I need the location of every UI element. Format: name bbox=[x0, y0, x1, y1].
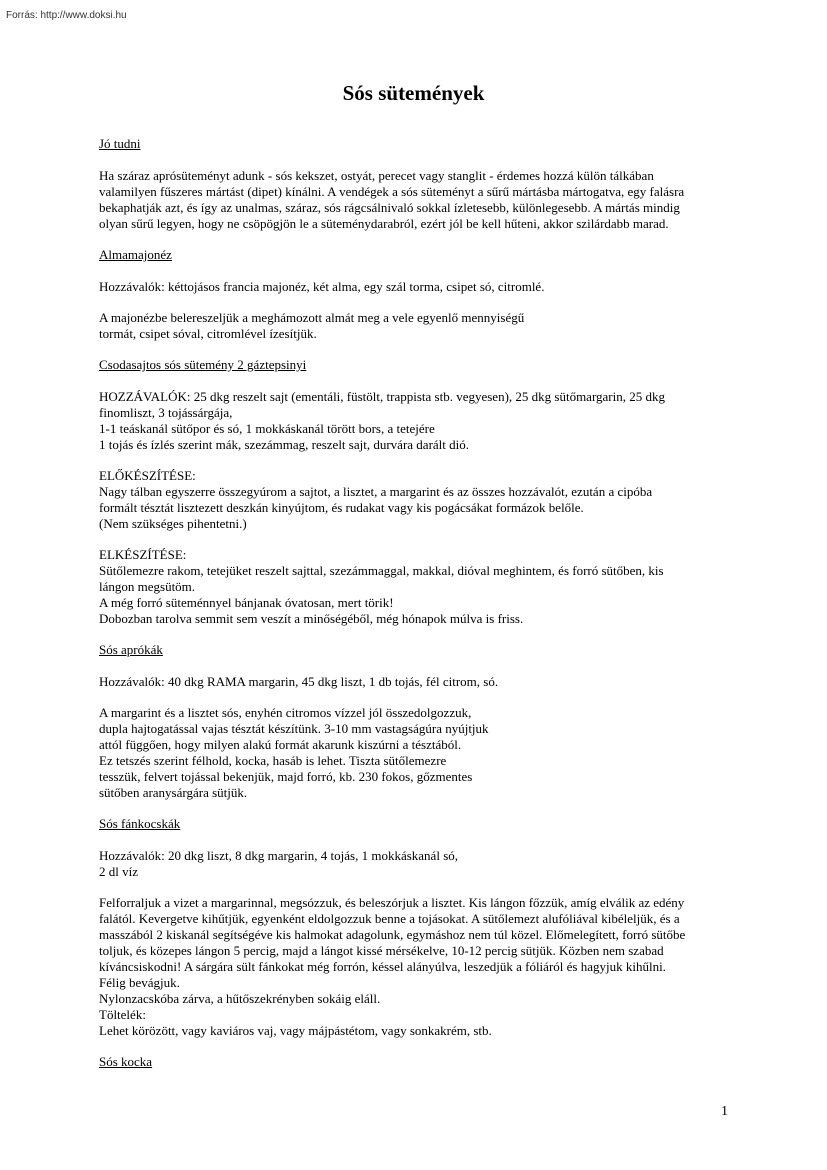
text-line: A majonézbe belereszeljük a meghámozott almát meg a vele egyenlő mennyiségű bbox=[99, 310, 525, 325]
text-line: tormát, csipet sóval, citromlével ízesítjük. bbox=[99, 326, 317, 341]
text-line: Dobozban tarolva semmit sem veszít a minőségéből, még hónapok múlva is friss. bbox=[99, 611, 524, 626]
source-note: Forrás: http://www.doksi.hu bbox=[6, 10, 127, 21]
text-line: HOZZÁVALÓK: 25 dkg reszelt sajt (ementáli, füstölt, trappista stb. vegyesen), 25 dkg sütőmargarin, 25 dkg bbox=[99, 389, 666, 404]
text-line: Félig bevágjuk. bbox=[99, 975, 180, 990]
method-almamajonez bbox=[99, 310, 739, 342]
text-line: 2 dl víz bbox=[99, 864, 138, 879]
text-line: toljuk, és közepes lángon 5 percig, majd a lángot kissé mérsékelve, 10-12 percig sütjük. Közben nem szabad bbox=[99, 943, 664, 958]
text-line: A margarint és a lisztet sós, enyhén citromos vízzel jól összedolgozzuk, bbox=[99, 705, 472, 720]
ingredients-csodasajtos bbox=[99, 389, 739, 453]
ingredients-sos-aprokak: Hozzávalók: 40 dkg RAMA margarin, 45 dkg liszt, 1 db tojás, fél citrom, só. bbox=[99, 674, 499, 689]
text-line: attól függően, hogy milyen alakú formát akarunk kiszúrni a tésztából. bbox=[99, 737, 462, 752]
text-line: Lehet körözött, vagy kaviáros vaj, vagy májpástétom, vagy sonkakrém, stb. bbox=[99, 1023, 492, 1038]
text-line: Felforraljuk a vizet a margarinnal, megsózzuk, és beleszórjuk a lisztet. Kis lángon főzzük, amíg elválik az edény bbox=[99, 895, 685, 910]
page-title: Sós sütemények bbox=[342, 81, 485, 105]
method-sos-fankocskak bbox=[99, 895, 739, 1039]
section-heading-jo-tudni: Jó tudni bbox=[99, 136, 141, 151]
text-line: Töltelék: bbox=[99, 1007, 146, 1022]
text-line: Sütőlemezre rakom, tetejüket reszelt sajttal, szezámmaggal, makkal, dióval meghintem, és forró sütőben, kis bbox=[99, 563, 664, 578]
text-line: finomliszt, 3 tojássárgája, bbox=[99, 405, 233, 420]
section-heading-csodasajtos: Csodasajtos sós sütemény 2 gáztepsinyi bbox=[99, 357, 307, 372]
paragraph-jo-tudni bbox=[99, 168, 739, 232]
section-heading-sos-kocka: Sós kocka bbox=[99, 1054, 153, 1069]
section-heading-almamajonez: Almamajonéz bbox=[99, 247, 172, 262]
page-number: 1 bbox=[721, 1104, 728, 1119]
text-line: 1-1 teáskanál sütőpor és só, 1 mokkáskanál törött bors, a tetejére bbox=[99, 421, 435, 436]
text-line: Nylonzacskóba zárva, a hűtőszekrényben sokáig eláll. bbox=[99, 991, 381, 1006]
text-line: Hozzávalók: 20 dkg liszt, 8 dkg margarin, 4 tojás, 1 mokkáskanál só, bbox=[99, 848, 458, 863]
text-line: A még forró süteménnyel bánjanak óvatosan, mert törik! bbox=[99, 595, 394, 610]
text-line: kíváncsiskodni! A sárgára sült fánkokat még forrón, késsel alányúlva, leszedjük a fóliáról és hagyjuk kihűlni. bbox=[99, 959, 666, 974]
text-line: sütőben aranysárgára sütjük. bbox=[99, 785, 248, 800]
text-line: lángon megsütöm. bbox=[99, 579, 196, 594]
ingredients-sos-fankocskak bbox=[99, 848, 739, 880]
text-line: 1 tojás és ízlés szerint mák, szezámmag, reszelt sajt, durvára darált dió. bbox=[99, 437, 469, 452]
text-line: (Nem szükséges pihentetni.) bbox=[99, 516, 247, 531]
text-line: bekaphatják azt, és így az unalmas, száraz, sós rágcsálnivaló sokkal ízletesebb, különlegesebb. A mártás mindig bbox=[99, 200, 680, 215]
text-line: Ha száraz aprósüteményt adunk - sós kekszet, ostyát, perecet vagy stanglit - érdemes hozzá külön tálkában bbox=[99, 168, 654, 183]
text-line: masszából 2 kiskanál segítségéve kis halmokat adagolunk, egymáshoz nem túl közel. Előmelegített, forró sütőbe bbox=[99, 927, 686, 942]
text-line: ELKÉSZÍTÉSE: bbox=[99, 547, 187, 562]
text-line: formált tésztát lisztezett deszkán kinyújtom, és rudakat vagy kis pogácsákat formázok belőle. bbox=[99, 500, 584, 515]
document-body bbox=[99, 136, 739, 1070]
text-line: valamilyen fűszeres mártást (dipet) kínálni. A vendégek a sós süteményt a sűrű mártásba mártogatva, egy falásra bbox=[99, 184, 685, 199]
text-line: tesszük, felvert tojással bekenjük, majd forró, kb. 230 fokos, gőzmentes bbox=[99, 769, 473, 784]
method-sos-aprokak bbox=[99, 705, 739, 801]
section-heading-sos-aprokak: Sós aprókák bbox=[99, 642, 163, 657]
text-line: dupla hajtogatással vajas tésztát készítünk. 3-10 mm vastagságúra nyújtjuk bbox=[99, 721, 489, 736]
text-line: falától. Kevergetve kihűtjük, egyenként eldolgozzuk benne a tojásokat. A sütőlemezt alufóliával kibéleljük, és a bbox=[99, 911, 680, 926]
prep-csodasajtos bbox=[99, 468, 739, 532]
section-heading-sos-fankocskak: Sós fánkocskák bbox=[99, 816, 181, 831]
text-line: olyan sűrű legyen, hogy ne csöpögjön le a süteménydarabról, ezért jól be kell hűteni, akkor szilárdabb marad. bbox=[99, 216, 669, 231]
text-line: Nagy tálban egyszerre összegyúrom a sajtot, a lisztet, a margarint és az összes hozzávalót, ezután a cipóba bbox=[99, 484, 653, 499]
bake-csodasajtos bbox=[99, 547, 739, 627]
text-line: ELŐKÉSZÍTÉSE: bbox=[99, 468, 196, 483]
ingredients-almamajonez: Hozzávalók: kéttojásos francia majonéz, két alma, egy szál torma, csipet só, citromlé. bbox=[99, 279, 545, 294]
text-line: Ez tetszés szerint félhold, kocka, hasáb is lehet. Tiszta sütőlemezre bbox=[99, 753, 447, 768]
